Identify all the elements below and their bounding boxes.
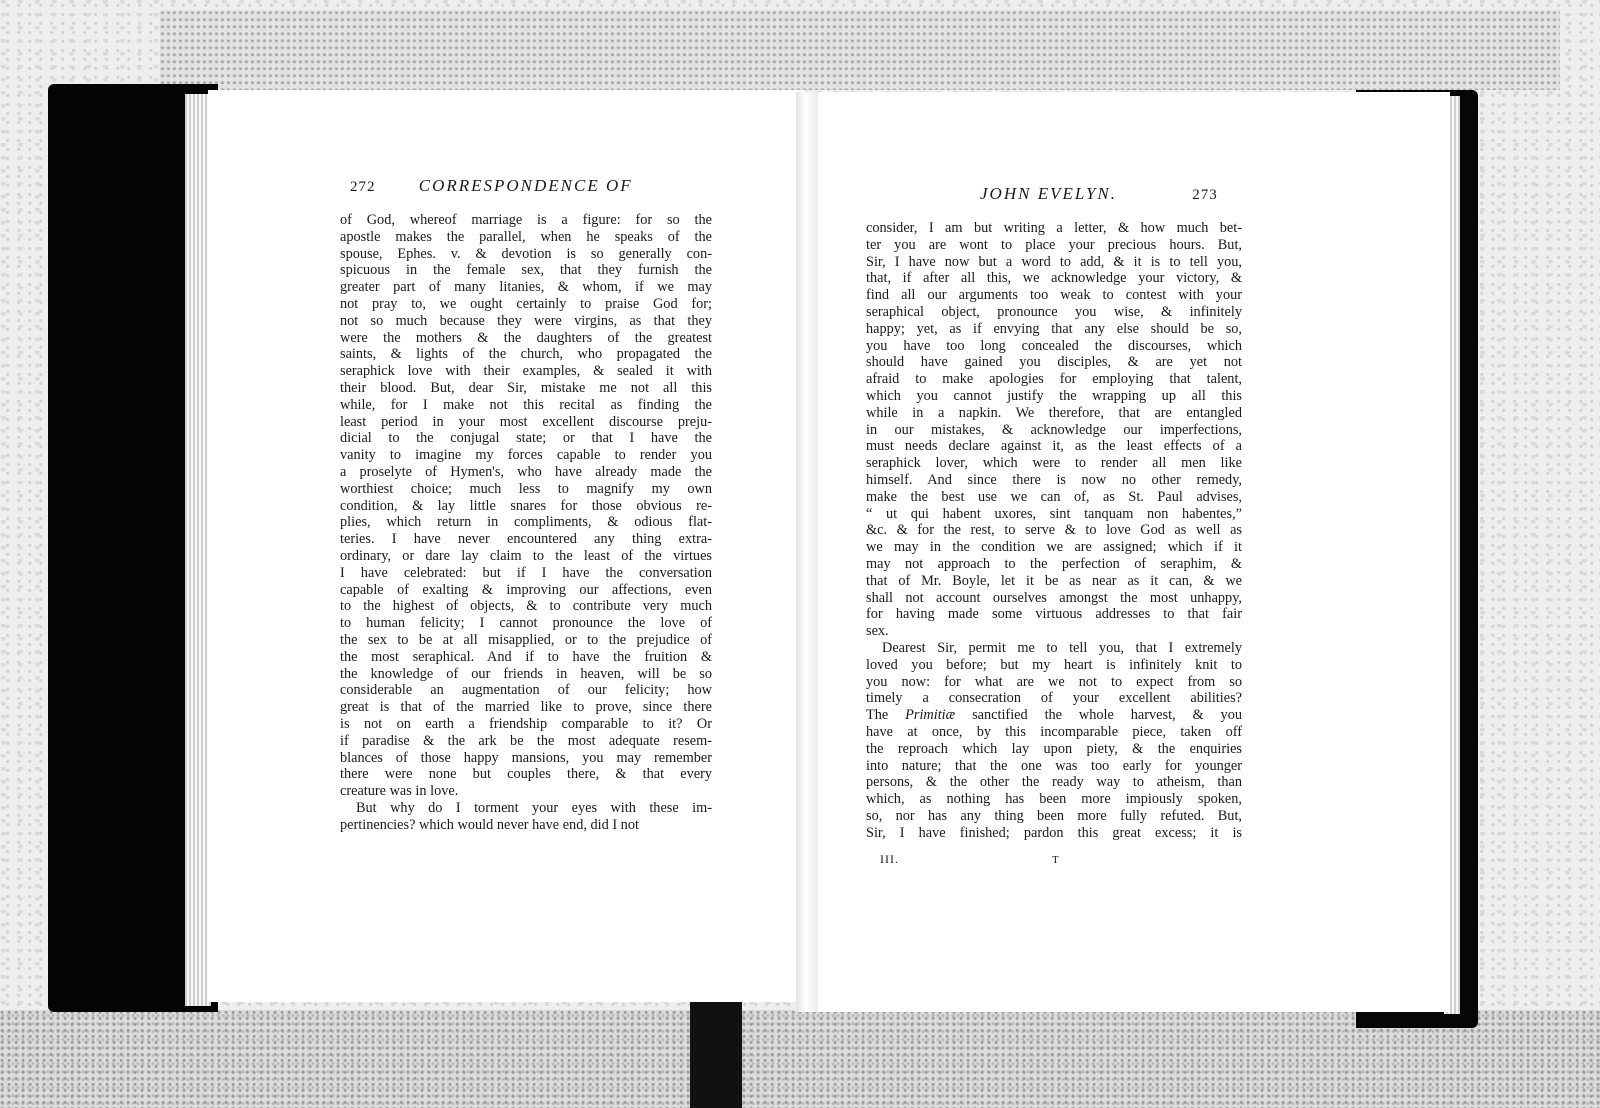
right-page-text — [866, 220, 1242, 841]
text-line: Dearest Sir, permit me to tell you, that I extremely — [882, 639, 1242, 656]
text-line: you now: for what are we not to expect from so — [866, 673, 1242, 690]
text-line: of God, whereof marriage is a figure: for so the — [340, 212, 712, 228]
text-line: saints, & lights of the church, who propagated the — [340, 346, 712, 363]
text-line: least period in your most excellent discourse preju- — [340, 413, 712, 430]
page-number: 272 — [350, 179, 376, 195]
text-line: there were none but couples there, & that every — [340, 766, 712, 783]
text-line: ordinary, or dare lay claim to the least of the virtues — [340, 547, 712, 564]
text-line: great is that of the married like to prove, since there — [340, 699, 712, 716]
text-line: while in a napkin. We therefore, that are entangled — [866, 404, 1242, 421]
text-line: seraphical object, pronounce you wise, & infinitely — [866, 303, 1242, 320]
right-page-header — [980, 184, 1218, 204]
text-line: Sir, I have finished; pardon this great excess; it is — [866, 824, 1242, 841]
signature-letter: T — [1052, 854, 1060, 866]
book-gutter — [796, 92, 818, 1012]
text-line: timely a consecration of your excellent abilities? — [866, 690, 1242, 707]
text-line: the knowledge of our friends in heaven, will be so — [340, 665, 712, 682]
text-line: should have gained you disciples, & are yet not — [866, 354, 1242, 371]
text-line: seraphick lover, which were to render all men like — [866, 455, 1242, 472]
left-page-text — [340, 212, 712, 833]
text-line: not so much because they were virgins, as that they — [340, 312, 712, 329]
text-line: plies, which return in compliments, & odious flat- — [340, 514, 712, 531]
text-line: persons, & the other the ready way to atheism, than — [866, 774, 1242, 791]
text-line: the sex to be at all misapplied, or to the prejudice of — [340, 631, 712, 648]
text-line: into nature; that the one was too early for younger — [866, 757, 1242, 774]
text-line: “ ut qui habent uxores, sint tanquam non habentes,” — [866, 505, 1242, 522]
text-line: a proselyte of Hymen's, who have already made the — [340, 463, 712, 480]
text-line: the reproach which lay upon piety, & the enquiries — [866, 740, 1242, 757]
text-line: in our mistakes, & acknowledge our imperfections, — [866, 421, 1242, 438]
text-line: you have too long concealed the discourses, which — [866, 337, 1242, 354]
book-spine — [690, 1000, 742, 1108]
text-line: consider, I am but writing a letter, & how much bet- — [866, 220, 1242, 236]
text-line: their blood. But, dear Sir, mistake me not all this — [340, 379, 712, 396]
text-line: dicial to the conjugal state; or that I have the — [340, 430, 712, 447]
text-line: himself. And since there is now no other remedy, — [866, 471, 1242, 488]
text-line: so, nor has any thing been more fully refuted. But, — [866, 807, 1242, 824]
text-line: seraphick love with their examples, & sealed it with — [340, 363, 712, 380]
text-line: &c. & for the rest, to serve & to love God as well as — [866, 522, 1242, 539]
top-scan-noise — [160, 10, 1560, 90]
text-line: happy; yet, as if envying that any else should be so, — [866, 320, 1242, 337]
text-line: greater part of many litanies, & whom, if we may — [340, 279, 712, 296]
text-line: spouse, Ephes. v. & devotion is so generally con- — [340, 245, 712, 262]
text-line: Sir, I have now but a word to add, & it is to tell you, — [866, 253, 1242, 270]
text-line: ter you are wont to place your precious hours. But, — [866, 236, 1242, 253]
text-line: if paradise & the ark be the most adequate resem- — [340, 732, 712, 749]
text-line: teries. I have never encountered any thing extra- — [340, 531, 712, 548]
signature-volume: III. — [880, 852, 899, 866]
text-line: that, if after all this, we acknowledge your victory, & — [866, 270, 1242, 287]
text-line: make the best use we can of, as St. Paul advises, — [866, 488, 1242, 505]
text-line: spicuous in the female sex, that they furnish the — [340, 262, 712, 279]
italic-word: Primitiæ — [905, 707, 956, 724]
text-line: we may in the condition we are assigned; which if it — [866, 539, 1242, 556]
text-line: shall not account ourselves amongst the most unhappy, — [866, 589, 1242, 606]
text-line: while, for I make not this recital as finding the — [340, 396, 712, 413]
page-number: 273 — [1192, 187, 1218, 203]
text-line: capable of exalting & improving our affections, even — [340, 581, 712, 598]
text-line: have at once, by this incomparable piece, taken off — [866, 723, 1242, 740]
text-line: that of Mr. Boyle, let it be as near as it can, & we — [866, 572, 1242, 589]
text-line: to the highest of objects, & to contribute very much — [340, 598, 712, 615]
text-line: blances of those happy mansions, you may remember — [340, 749, 712, 766]
text-line: vanity to imagine my forces capable to render you — [340, 447, 712, 464]
running-title: JOHN EVELYN. — [980, 184, 1117, 203]
text-line: creature was in love. — [340, 783, 459, 800]
text-line: which, as nothing has been more impiously spoken, — [866, 791, 1242, 808]
text-line: considerable an augmentation of our felicity; how — [340, 682, 712, 699]
text-line: not pray to, we ought certainly to praise God for; — [340, 295, 712, 312]
text-line: loved you before; but my heart is infinitely knit to — [866, 656, 1242, 673]
left-page-header — [350, 176, 633, 196]
text-line: for having made some virtuous addresses to that fair — [866, 606, 1242, 623]
text-line: worthiest choice; much less to magnify my own — [340, 480, 712, 497]
text-line: The Primitiæ sanctified the whole harvest, & you — [866, 707, 1242, 724]
text-line: which you cannot justify the wrapping up all this — [866, 387, 1242, 404]
running-title: CORRESPONDENCE OF — [418, 176, 633, 195]
text-line: to human felicity; I cannot pronounce the love of — [340, 615, 712, 632]
text-line: apostle makes the parallel, when he speaks of the — [340, 228, 712, 245]
text-line: may not approach to the perfection of seraphim, & — [866, 555, 1242, 572]
text-line: I have celebrated: but if I have the conversation — [340, 564, 712, 581]
text-line: must needs declare against it, as the least effects of a — [866, 438, 1242, 455]
text-line: is not on earth a friendship comparable to it? Or — [340, 715, 712, 732]
text-line: the most seraphical. And if to have the fruition & — [340, 648, 712, 665]
text-line: find all our arguments too weak to contest with your — [866, 287, 1242, 304]
text-line: sex. — [866, 623, 889, 640]
text-line: condition, & lay little snares for those obvious re- — [340, 497, 712, 514]
text-line: pertinencies? which would never have end, did I not — [340, 816, 639, 833]
text-line: afraid to make apologies for employing that talent, — [866, 371, 1242, 388]
text-line: But why do I torment your eyes with these im- — [356, 799, 712, 816]
text-line: were the mothers & the daughters of the greatest — [340, 329, 712, 346]
